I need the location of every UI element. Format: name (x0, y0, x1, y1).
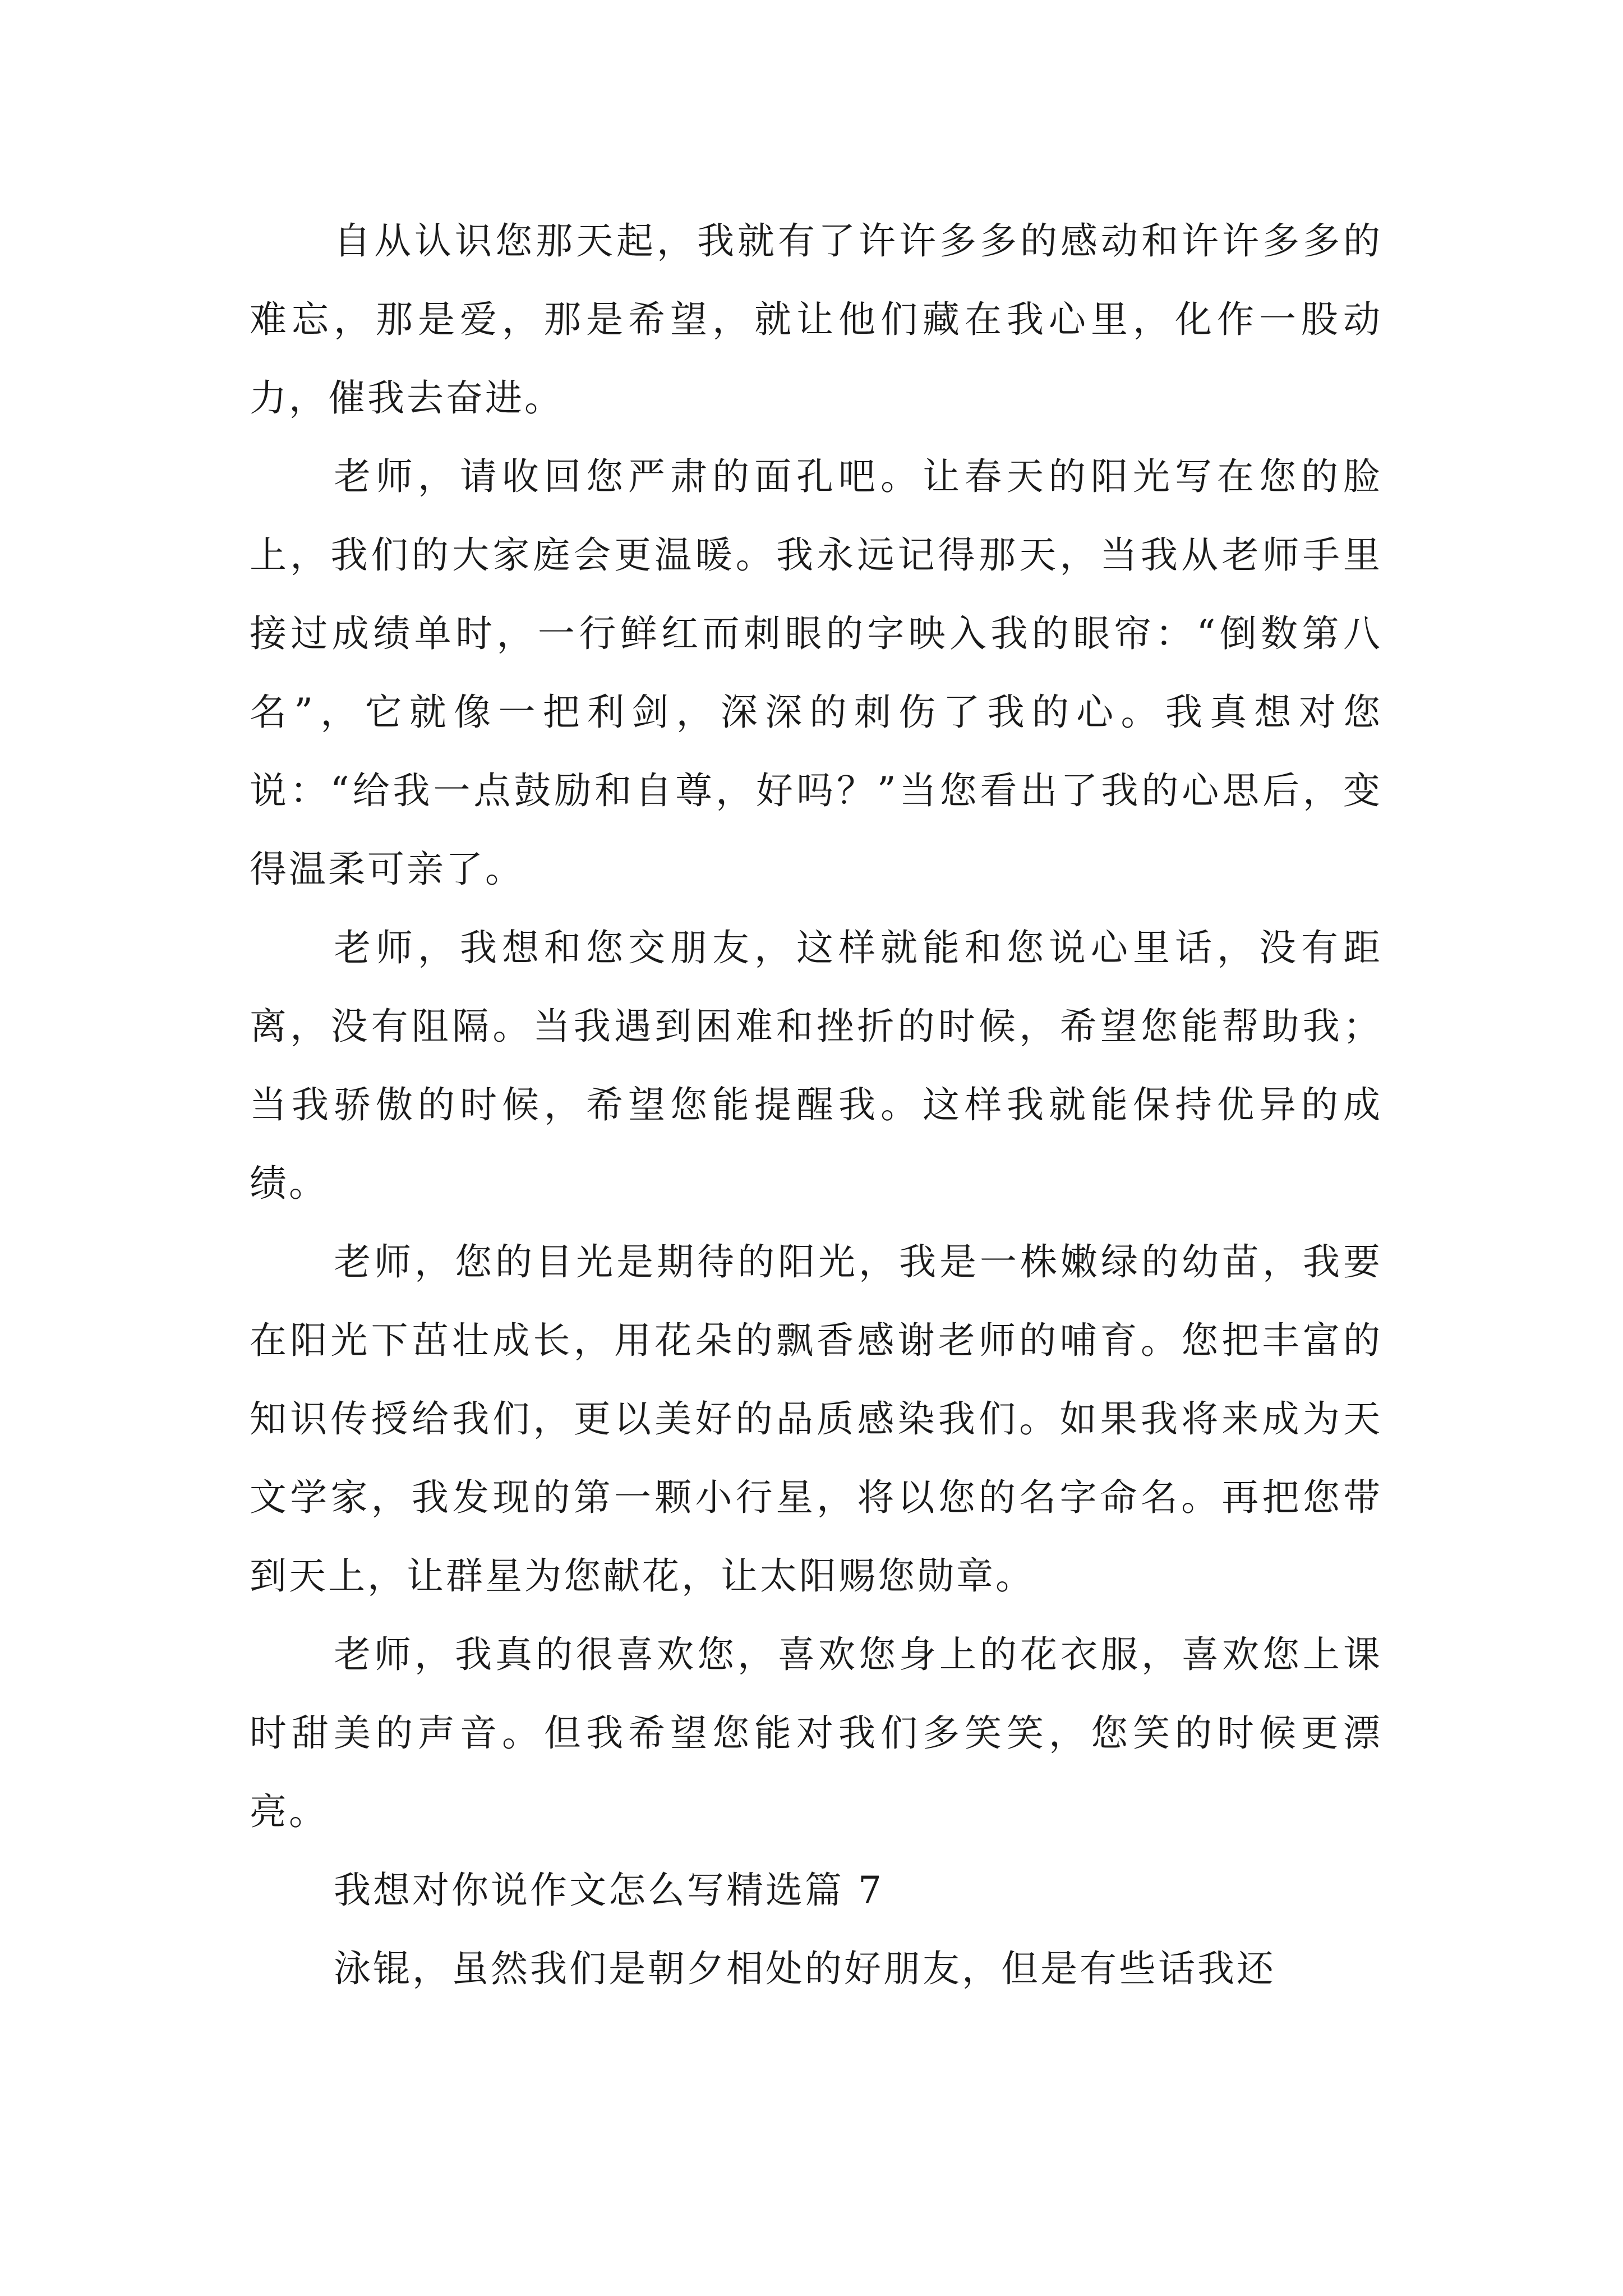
paragraph-4: 老师，您的目光是期待的阳光，我是一株嫩绿的幼苗，我要在阳光下茁壮成长，用花朵的飘香感谢老师的哺育。您把丰富的知识传授给我们，更以美好的品质感染我们。如果我将来成为天文学家，我发现的第一颗小行星，将以您的名字命名。再把您带到天上，让群星为您献花，让太阳赐您勋章。 (250, 1240, 1382, 1598)
paragraph-3: 老师，我想和您交朋友，这样就能和您说心里话，没有距离，没有阻隔。当我遇到困难和挫折的时候，希望您能帮助我；当我骄傲的时候，希望您能提醒我。这样我就能保持优异的成绩。 (250, 926, 1382, 1205)
paragraph-5: 老师，我真的很喜欢您，喜欢您身上的花衣服，喜欢您上课时甜美的声音。但我希望您能对我们多笑笑，您笑的时候更漂亮。 (250, 1633, 1382, 1833)
document-body (250, 202, 1382, 2008)
paragraph-2: 老师，请收回您严肃的面孔吧。让春天的阳光写在您的脸上，我们的大家庭会更温暖。我永远记得那天，当我从老师手里接过成绩单时，一行鲜红而刺眼的字映入我的眼帘：“倒数第八名”，它就像一把利剑，深深的刺伤了我的心。我真想对您说：“给我一点鼓励和自尊，好吗？”当您看出了我的心思后，变得温柔可亲了。 (250, 455, 1382, 891)
paragraph-6: 泳锟，虽然我们是朝夕相处的好朋友，但是有些话我还 (334, 1947, 1276, 1990)
paragraph-1: 自从认识您那天起，我就有了许许多多的感动和许许多多的难忘，那是爱，那是希望，就让他们藏在我心里，化作一股动力，催我去奋进。 (250, 219, 1382, 420)
section-heading: 我想对你说作文怎么写精选篇 7 (334, 1869, 884, 1912)
